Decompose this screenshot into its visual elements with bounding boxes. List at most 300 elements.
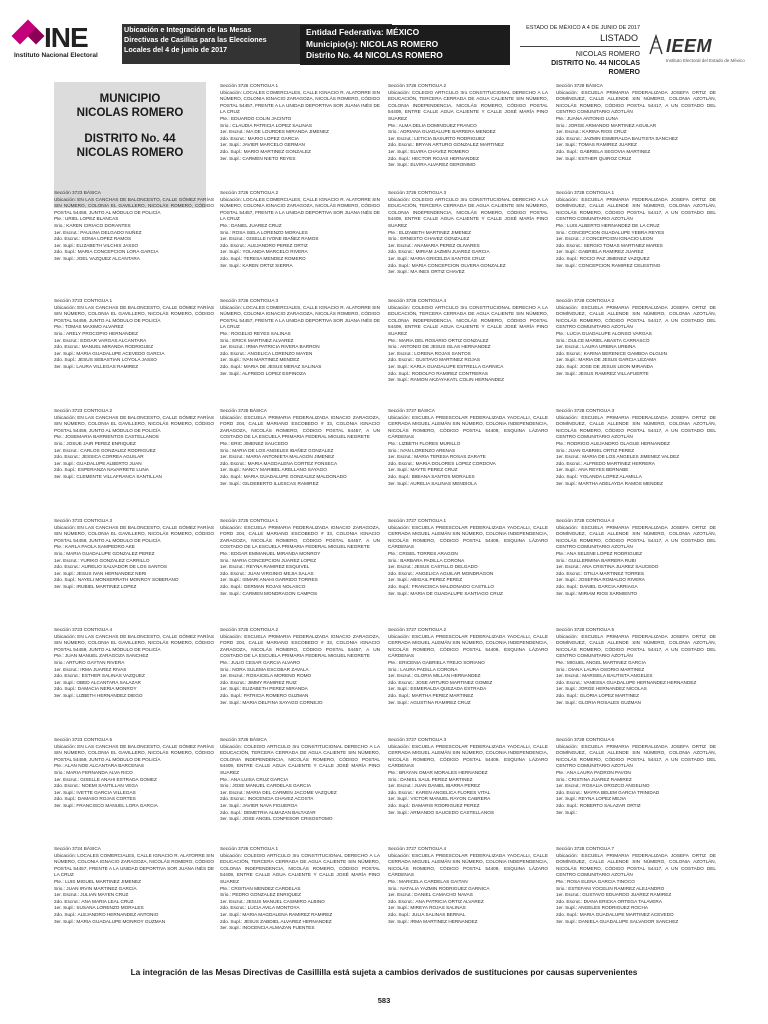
official-row: 3er. Supl.: INOCENCIA ALMAZAN FUENTES <box>220 925 315 931</box>
official-row: Pte.: JOSEMARIA BARRIENTOS CASTELLANOS <box>54 434 159 440</box>
official-row: 3er. Supl.: KAREN ORTIZ SIERRA <box>220 262 293 268</box>
section-label: Sección 3726 BÁSICA <box>220 737 267 742</box>
official-row: Srio.: CLAUDIA PATRICIA LOPEZ SALINAS <box>220 122 313 128</box>
official-row: Srio.: JUAN IRVIN MARTINEZ GARCIA <box>54 885 137 891</box>
location-text: Ubicación: COLEGIO ARTICULO 3ro CONSTITUCIONAL DERECHO A LA EDUCACIÓN, TERCERA CERRADA DE AGUA CALIENTE SIN NÚMERO, COLONIA INDEPENDENCIA, NICOLÁS ROMERO, CÓDIGO POSTAL 54409, ENTRE CALLE AGUA CALIENTE Y CALLE JOSÉ MARÍA PINO SUAREZ <box>388 304 548 336</box>
official-row: 1er. Supl.: MARIA MAGDALENA RAMIREZ RAMIREZ <box>220 911 333 917</box>
polling-station-entry <box>388 627 548 706</box>
official-row: 1er. Supl.: ANGELES RODRIGUEZ ROCHA <box>556 905 648 911</box>
section-label: Sección 3726 CONTIGUA 4 <box>388 298 447 303</box>
location-text: Ubicación: COLEGIO ARTICULO 3ro CONSTITUCIONAL DERECHO A LA EDUCACIÓN, TERCERA CERRADA DE AGUA CALIENTE SIN NÚMERO, COLONIA INDEPENDENCIA, NICOLÁS ROMERO, CÓDIGO POSTAL 54409, ENTRE CALLE AGUA CALIENTE Y CALLE JOSÉ MARÍA PINO SUAREZ <box>388 196 548 228</box>
official-row: 1er. Supl.: MARIA GRICELDA SANTOS CRUZ <box>388 255 485 261</box>
official-row: 3er. Supl.: ALFREDO LOPEZ ESPINOZA <box>220 370 306 376</box>
official-row: 1er. Escrut.: GISELLE IVONE IBAÑEZ RAMOS <box>220 236 319 242</box>
official-row: Srio.: ADRIANA GUADALUPE BARRERA MENDEZ <box>388 129 496 135</box>
section-label: Sección 3727 CONTIGUA 2 <box>388 627 447 632</box>
section-label: Sección 3724 BÁSICA <box>54 846 101 851</box>
official-row: Pte.: LIZBETH FLORES MURILLO <box>388 440 461 446</box>
municipio-right: NICOLAS ROMERO <box>575 51 640 58</box>
official-row: 2do. Supl.: JOSE DE JESUS LEON MIRANDA <box>556 363 654 369</box>
section-label: Sección 3723 BÁSICA <box>54 190 101 195</box>
official-row: 2do. Supl.: RODOLFO RAMIREZ CONTRERAS <box>388 370 489 376</box>
official-row: Srio.: NORA SULEMA ESCOBAR ZAVALA <box>220 666 309 672</box>
district-name: NICOLAS ROMERO <box>76 147 184 159</box>
section-label: Sección 3723 CONTIGUA 5 <box>54 737 113 742</box>
official-row: 1er. Supl.: ELVIRA CHAVEZ ROMERO <box>388 148 469 154</box>
location-text: Ubicación: LOCALES COMERCIALES, CALLE IGNACIO R. ALATORRE SIN NÚMERO, COLONIA IGNACIO ZARAGOZA, NICOLÁS ROMERO, CÓDIGO POSTAL 54457, FRENTE A LA UNIDAD DEPORTIVA SOR JUANA INÉS DE LA CRUZ <box>220 196 380 222</box>
page-header <box>0 0 768 78</box>
polling-station-entry <box>220 190 380 269</box>
official-row: Pte.: JUAN MANUEL ZARAGOZA SANCHEZ <box>54 653 149 659</box>
polling-station-entry <box>556 83 716 162</box>
location-text: Ubicación: ESCUELA PRIMARIA FEDERALIZADA JOSEFA ORTIZ DE DOMÍNGUEZ, CALLE ALLENDE SIN NÚMERO, COLONIA AZOTLÁN, NICOLÁS ROMERO, CÓDIGO POSTAL 54417, A UN COSTADO DEL CENTRO COMUNITARIO AZOTLÁN <box>556 524 716 550</box>
official-row: Srio.: CRISTINA JUAREZ RAMIREZ <box>556 776 632 782</box>
polling-station-entry <box>388 737 548 816</box>
location-text: Ubicación: LOCALES COMERCIALES, CALLE IGNACIO R. ALATORRE SIN NÚMERO, COLONIA IGNACIO ZARAGOZA, NICOLÁS ROMERO, CÓDIGO POSTAL 54457, FRENTE A LA UNIDAD DEPORTIVA SOR JUANA INÉS DE LA CRUZ <box>54 852 214 878</box>
official-row: 1er. Supl.: MARIA GUADALUPE ACEVEDO GARCIA <box>54 350 165 356</box>
official-row: 1er. Supl.: ELIZABETH PEREZ MIRANDA <box>220 686 308 692</box>
official-row: Srio.: ERICK MARTINEZ ALVAREZ <box>220 337 294 343</box>
official-row: 3er. Supl.: LAURA VILLEGAS RAMIREZ <box>54 363 139 369</box>
official-row: 1er. Supl.: ABIGAIL PEREZ PEREZ <box>388 577 463 583</box>
distrito-line: Distrito No. 44 NICOLAS ROMERO <box>306 50 443 60</box>
polling-station-entry <box>388 190 548 276</box>
official-row: 1er. Escrut.: MARIA DE LOS ANGELES JIMENEZ VALDEZ <box>556 454 680 460</box>
official-row: Srio.: ARELY PROCOPIO HERNANDEZ <box>54 330 138 336</box>
official-row: 2do. Escrut.: JAZMIN ESMERALDA BAUTISTA SANCHEZ <box>556 135 678 141</box>
official-row: 1er. Escrut.: JESUS MANUEL CASIMIRO ALBINO <box>220 898 325 904</box>
official-row: 2do. Escrut.: KAREN ANGELICA FLORES VITAL <box>388 789 491 795</box>
official-row: 1er. Escrut.: YURIKO GONZALEZ CARRILLO <box>54 557 150 563</box>
polling-station-entry <box>388 408 548 487</box>
official-row: 1er. Supl.: ESMERALDA QUEZADA ESTRADA <box>388 686 487 692</box>
municipio-name: NICOLAS ROMERO <box>76 107 184 119</box>
official-row: 1er. Escrut.: LETICIA BASURTO RODRIGUEZ <box>388 135 485 141</box>
official-row: 3er. Supl.: ESTHER QUIROZ CRUZ <box>556 155 632 161</box>
location-text: Ubicación: EN LAS CANCHAS DE BALONCESTO, CALLE GÓMEZ FARÍAS SIN NÚMERO, COLONIA EL GAVILLERO, NICOLÁS ROMERO, CÓDIGO POSTAL 54459, JUNTO AL MÓDULO DE POLICÍA <box>54 743 214 762</box>
location-text: Ubicación: ESCUELA PREESCOLAR FEDERALIZADA YAOCALLI, CALLE CERRADA MIGUEL ALEMÁN SIN NÚMERO, COLONIA INDEPENDENCIA, NICOLÁS ROMERO, CÓDIGO POSTAL 54409, ESQUINA LÁZARO CÁRDENAS <box>388 414 548 440</box>
ine-logo <box>14 20 104 80</box>
location-text: Ubicación: ESCUELA PRIMARIA FEDERALIZADA JOSEFA ORTIZ DE DOMÍNGUEZ, CALLE ALLENDE SIN NÚMERO, COLONIA AZOTLÁN, NICOLÁS ROMERO, CÓDIGO POSTAL 54417, A UN COSTADO DEL CENTRO COMUNITARIO AZOTLÁN <box>556 852 716 878</box>
official-row: Srio.: IVAN LORENZO ARENAS <box>388 447 456 453</box>
official-row: Pte.: ALMA DELIA DOMINGUEZ FRANCO <box>388 122 477 128</box>
section-label: Sección 3728 CONTIGUA 7 <box>556 846 615 851</box>
polling-station-entry <box>388 846 548 925</box>
official-row: Pte.: CRISEL TORRES ARAGON <box>388 550 458 556</box>
official-row: 1er. Escrut.: IRMA JUAREZ RIVAS <box>54 666 127 672</box>
official-row: 2do. Supl.: GABRIELA SEGOVIA MARTINEZ <box>556 148 651 154</box>
section-label: Sección 3725 CONTIGUA 2 <box>220 627 279 632</box>
official-row: Pte.: EDGAR EMMANUEL MIRANDA MONROY <box>220 550 321 556</box>
official-row: 2do. Supl.: BIBIANA SANTOS MORALES <box>388 473 475 479</box>
municipio-title: MUNICIPIO <box>99 93 161 105</box>
location-text: Ubicación: ESCUELA PRIMARIA FEDERALIZADA JOSEFA ORTIZ DE DOMÍNGUEZ, CALLE ALLENDE SIN NÚMERO, COLONIA AZOTLÁN, NICOLÁS ROMERO, CÓDIGO POSTAL 54417, A UN COSTADO DEL CENTRO COMUNITARIO AZOTLÁN <box>556 743 716 769</box>
official-row: Pte.: ERICENIA GABRIELA TREJO SORIANO <box>388 659 485 665</box>
section-label: Sección 3728 CONTIGUA 3 <box>556 408 615 413</box>
official-row: Srio.: DIANA LAURA OSORIO MARTINEZ <box>556 666 645 672</box>
official-row: 2do. Escrut.: ALEJANDRO PEREZ ORTIZ <box>220 242 308 248</box>
official-row: Srio.: KAREN CIRIACO DORANTES <box>54 222 131 228</box>
polling-station-entry <box>556 408 716 487</box>
official-row: 1er. Escrut.: LORENA ROJAS SANTOS <box>388 350 471 356</box>
official-row: 2do. Supl.: DAMASO ROJAS CORTES <box>54 796 136 802</box>
footer-note: La integración de las Mesas Directivas de Casillilla está sujeta a cambios derivados de sustituciones por causas supervenientes <box>130 967 638 977</box>
official-row: 2do. Supl.: ROCIO PAZ JIMENEZ VAZQUEZ <box>556 255 650 261</box>
section-label: Sección 3728 CONTIGUA 2 <box>556 298 615 303</box>
official-row: 3er. Supl.: <box>556 809 578 815</box>
official-row: Srio.: LAURA PADILLA CORONA <box>388 666 458 672</box>
official-row: 2do. Supl.: FRANCISCA MALDONADO CASTILLO <box>388 583 495 589</box>
official-row: Pte.: BRAYAN OMAR MORALES HERNANDEZ <box>388 769 488 775</box>
official-row: 2do. Supl.: MARIA CONCEPCION LORA GARCIA <box>54 249 159 255</box>
official-row: 2do. Escrut.: MARIA MAGDALENA CORTEZ FONSECA <box>220 460 338 466</box>
section-label: Sección 3723 CONTIGUA 1 <box>54 298 113 303</box>
official-row: 2do. Supl.: NAYELI MONSERRATH MONROY SOBERANO <box>54 577 179 583</box>
location-text: Ubicación: ESCUELA PRIMARIA FEDERALIZADA JOSEFA ORTIZ DE DOMÍNGUEZ, CALLE ALLENDE SIN NÚMERO, COLONIA AZOTLÁN, NICOLÁS ROMERO, CÓDIGO POSTAL 54417, A UN COSTADO DEL CENTRO COMUNITARIO AZOTLÁN <box>556 196 716 222</box>
official-row: 2do. Escrut.: GUSTAVO MARTINEZ ROJAS <box>388 357 480 363</box>
location-text: Ubicación: LOCALES COMERCIALES, CALLE IGNACIO R. ALATORRE SIN NÚMERO, COLONIA IGNACIO ZARAGOZA, NICOLÁS ROMERO, CÓDIGO POSTAL 54457, FRENTE A LA UNIDAD DEPORTIVA SOR JUANA INÉS DE LA CRUZ <box>220 89 380 115</box>
official-row: 2do. Escrut.: MIRIAM JAZMIN JUAREZ GARCIA <box>388 249 490 255</box>
official-row: Srio.: JORGE ARMANDO MARTINEZ AGUILAR <box>556 122 657 128</box>
section-label: Sección 3728 CONTIGUA 4 <box>556 518 615 523</box>
section-label: Sección 3726 CONTIGUA 2 <box>220 190 279 195</box>
official-row: 1er. Supl.: MIREYA ROJAS SALINAS <box>388 905 466 911</box>
official-row: Pte.: ROSA ELENA GARCIA TINOCO <box>556 878 635 884</box>
official-row: Pte.: KARLA PAOLA SAMPEDRO AKE <box>54 544 135 550</box>
official-row: 2do. Escrut.: MARIA DOLORES LOPEZ CORDOVA <box>388 460 496 466</box>
official-row: 3er. Supl.: MIRIAM RIOS SARMIENTO <box>556 590 638 596</box>
official-row: 1er. Escrut.: EDGAR VARGAS ALCANTARA <box>54 337 147 343</box>
official-row: Pte.: LUIS MIGUEL MARTINEZ JIMENEZ <box>54 878 141 884</box>
official-row: Pte.: DANIEL JUAREZ CRUZ <box>220 222 282 228</box>
official-row: Srio.: ESTEFANI YOCELIN RAMIREZ ALEJANDRO <box>556 885 665 891</box>
location-text: Ubicación: EN LAS CANCHAS DE BALONCESTO, CALLE GÓMEZ FARÍAS SIN NÚMERO, COLONIA EL GAVILLERO, NICOLÁS ROMERO, CÓDIGO POSTAL 54459, JUNTO AL MÓDULO DE POLICÍA <box>54 414 214 433</box>
official-row: 2do. Escrut.: DIANA ERICKA ORTEGA TALAVERA <box>556 898 662 904</box>
polling-station-entry <box>54 518 214 591</box>
official-row: 1er. Escrut.: GISELLE ANAHI ESTRADA GOMEZ <box>54 776 157 782</box>
section-label: Sección 3728 CONTIGUA 1 <box>556 190 615 195</box>
official-row: 1er. Supl.: VICTOR MANUEL RAYON CABRERA <box>388 796 491 802</box>
page-number: 583 <box>377 996 391 1005</box>
official-row: Srio.: ANTONIO DE JESUS ISLAS HERNANDEZ <box>388 344 491 350</box>
official-row: 1er. Escrut.: JULIAN MAYEN CRUZ <box>54 892 129 898</box>
official-row: 2do. Escrut.: ANGELICA LORENZO MAYEN <box>220 350 313 356</box>
official-row: 2do. Supl.: JULIA SALINAS BERNAL <box>388 911 466 917</box>
official-row: 1er. Escrut.: GUSTAVO EDUARDO JUAREZ RAMIREZ <box>556 892 672 898</box>
official-row: 2do. Escrut.: AURELIO SALVADOR DE LOS SANTOS <box>54 564 168 570</box>
polling-station-entry <box>556 298 716 377</box>
official-row: 2do. Escrut.: NOEMI SANTILLAN VEGA <box>54 783 139 789</box>
official-row: 2do. Supl.: MARTHA PEREZ MARTINEZ <box>388 692 474 698</box>
official-row: Srio.: PEDRO GONZALEZ ENRIQUEZ <box>220 892 302 898</box>
official-row: Srio.: ROSA ISELA LORENZO MORALES <box>220 229 308 235</box>
official-row: Pte.: LUIS ALBERTO HERNANDEZ DE LA CRUZ <box>556 222 660 228</box>
official-row: 2do. Supl.: ROBERTO SALAZAR ORTIZ <box>556 802 641 808</box>
official-row: 3er. Supl.: IRUBIEL MARTINEZ LOPEZ <box>54 583 137 589</box>
official-row: 1er. Supl.: GUADALUPE ALBERTO JUAN <box>54 460 142 466</box>
official-row: Pte.: ERIC JIMENEZ SAUCEDO <box>220 440 288 446</box>
official-row: Pte.: ANA LUISA CRUZ GARCIA <box>220 776 289 782</box>
official-row: 2do. Escrut.: ALFREDO MARTINEZ HERRERA <box>556 460 655 466</box>
official-row: 2do. Supl.: MARIA CONCEPCION OLVERA GONZALEZ <box>388 262 506 268</box>
official-row: 2do. Supl.: MARIA DE JESUS MERAZ SALINAS <box>220 363 322 369</box>
official-row: Pte.: EDUARDO COLIN JACINTO <box>220 115 292 121</box>
polling-station-entry <box>556 737 716 816</box>
official-row: Pte.: ROGELIO REYES SALINAS <box>220 330 291 336</box>
official-row: 1er. Escrut.: MARIA TERESA ROSAS ZARATE <box>388 454 486 460</box>
official-row: 1er. Escrut.: DANIEL CAMACHO NAVAS <box>388 892 473 898</box>
official-row: 1er. Escrut.: GLORIA MILLAN HERNANDEZ <box>388 673 481 679</box>
official-row: 3er. Supl.: MARTHA ADELAYDA RAMOS MENDEZ <box>556 480 663 486</box>
distrito-right: DISTRITO No. 44 NICOLAS ROMERO <box>551 60 640 76</box>
location-text: Ubicación: ESCUELA PRIMARIA FEDERALIZADA IGNACIO ZARAGOZA, FORD 204, CALLE MARIANO ESCOBEDO # 33, COLONIA IGNACIO ZARAGOZA, NICOLÁS ROMERO, CÓDIGO POSTAL 54457, A UN COSTADO DE LA ESCUELA PRIMARIA FEDERAL MIGUEL NEGRETE <box>220 414 380 440</box>
official-row: 2do. Supl.: GERMAN ROJAS NOLASCO <box>220 583 306 589</box>
official-row: 1er. Escrut.: ANA CRISTINA JUAREZ SAUCEDO <box>556 564 659 570</box>
official-row: Srio.: MARIA FERNANDA ALVA RICO <box>54 769 133 775</box>
listado-label: LISTADO <box>600 33 638 43</box>
official-row: 1er. Supl.: ELIZABETH VILCHIS JASSO <box>54 242 139 248</box>
polling-station-entry <box>556 190 716 269</box>
official-row: 1er. Supl.: IVETTE GARCIA VILLEGAS <box>54 789 136 795</box>
official-row: 1er. Escrut.: IRMA PATRICIA RIVERA BARRON <box>220 344 320 350</box>
section-label: Sección 3723 CONTIGUA 2 <box>54 408 113 413</box>
official-row: 1er. Supl.: REYNA LOPEZ MEJIA <box>556 796 627 802</box>
polling-station-entry <box>220 83 380 162</box>
official-row: Srio.: BARBARA PADILLA CORONA <box>388 557 465 563</box>
official-row: 3er. Supl.: CONCEPCION RAMIREZ CELESTINO <box>556 262 661 268</box>
official-row: Pte.: CRISTIAN MENDEZ CARDELAS <box>220 885 301 891</box>
official-row: 1er. Supl.: JORGE HERNANDEZ NICOLAS <box>556 686 647 692</box>
official-row: 3er. Supl.: JOEL VAZQUEZ ALCANTARA <box>54 255 140 261</box>
polling-station-entry <box>220 846 380 932</box>
official-row: Pte.: MARICELA CARDELAS GAITAN <box>388 878 468 884</box>
section-label: Sección 3728 CONTIGUA 6 <box>556 737 615 742</box>
official-row: Srio.: DULCE MARIEL ABASTA CARRASCO <box>556 337 650 343</box>
official-row: 3er. Supl.: GLORIA ROSALES GUZMAN <box>556 699 641 705</box>
official-row: 1er. Supl.: JAVIER MARCELO GERMAN <box>220 142 305 148</box>
polling-station-entry <box>388 518 548 597</box>
polling-station-entry <box>220 408 380 487</box>
official-row: 1er. Supl.: ISMARI ANAHI GARRIDO TORRES <box>220 577 318 583</box>
location-text: Ubicación: ESCUELA PRIMARIA FEDERALIZADA IGNACIO ZARAGOZA, FORD 204, CALLE MARIANO ESCOBEDO # 33, COLONIA IGNACIO ZARAGOZA, NICOLÁS ROMERO, CÓDIGO POSTAL 54457, A UN COSTADO DE LA ESCUELA PRIMARIA FEDERAL MIGUEL NEGRETE <box>220 524 380 550</box>
location-text: Ubicación: ESCUELA PRIMARIA FEDERALIZADA JOSEFA ORTIZ DE DOMÍNGUEZ, CALLE ALLENDE SIN NÚMERO, COLONIA AZOTLÁN, NICOLÁS ROMERO, CÓDIGO POSTAL 54417, A UN COSTADO DEL CENTRO COMUNITARIO AZOTLÁN <box>556 633 716 659</box>
official-row: 2do. Escrut.: MANUEL MIRANDA RODRIGUEZ <box>54 344 154 350</box>
official-row: 2do. Supl.: MARIO MARTINEZ GONZALEZ <box>220 148 311 154</box>
official-row: Pte.: URIEL LOPEZ BLANCAS <box>54 216 119 222</box>
polling-station-entry <box>388 83 548 169</box>
section-label: Sección 3726 CONTIGUA 1 <box>220 83 279 88</box>
official-row: 2do. Escrut.: ANA PATRICIA ORTIZ ALVAREZ <box>388 898 484 904</box>
official-row: 3er. Supl.: CARMEN NIETO REYES <box>220 155 296 161</box>
official-row: 1er. Supl.: TOMAS RAMIREZ JUAREZ <box>556 142 637 148</box>
entity-line: Entidad Federativa: MÉXICO <box>306 27 420 37</box>
location-text: Ubicación: ESCUELA PRIMARIA FEDERALIZADA IGNACIO ZARAGOZA, FORD 204, CALLE MARIANO ESCOBEDO # 33, COLONIA IGNACIO ZARAGOZA, NICOLÁS ROMERO, CÓDIGO POSTAL 54457, A UN COSTADO DE LA ESCUELA PRIMARIA FEDERAL MIGUEL NEGRETE <box>220 633 380 659</box>
official-row: 2do. Supl.: YOLANDA LOPEZ ALAMILLA <box>556 473 642 479</box>
official-row: 2do. Escrut.: JOSE ARTURO MARTINEZ GOMEZ <box>388 679 493 685</box>
official-row: Pte.: ANA LAURA PADRON PAVON <box>556 769 631 775</box>
official-row: 1er. Supl.: IVAN MARTINEZ MENDEZ <box>220 357 300 363</box>
polling-station-entry <box>220 298 380 377</box>
official-row: 1er. Supl.: ANA REYES BERNABE <box>556 467 629 473</box>
official-row: 1er. Supl.: JESUS IVAN HERNANDEZ NERI <box>54 570 147 576</box>
official-row: 2do. Supl.: MARIA GUADALUPE MARTINEZ ACEVEDO <box>556 911 674 917</box>
official-row: 2do. Escrut.: MARIO LOPEZ GARCIA <box>220 135 299 141</box>
official-row: 2do. Escrut.: SERGIO TOMAS MARTINEZ MARES <box>556 242 663 248</box>
location-text: Ubicación: COLEGIO ARTICULO 3ro CONSTITUCIONAL DERECHO A LA EDUCACIÓN, TERCERA CERRADA DE AGUA CALIENTE SIN NÚMERO, COLONIA INDEPENDENCIA, NICOLÁS ROMERO, CÓDIGO POSTAL 54409, ENTRE CALLE AGUA CALIENTE Y CALLE JOSÉ MARÍA PINO SUAREZ <box>388 89 548 121</box>
location-text: Ubicación: ESCUELA PRIMARIA FEDERALIZADA JOSEFA ORTIZ DE DOMÍNGUEZ, CALLE ALLENDE SIN NÚMERO, COLONIA AZOTLÁN, NICOLÁS ROMERO, CÓDIGO POSTAL 54417, A UN COSTADO DEL CENTRO COMUNITARIO AZOTLÁN <box>556 414 716 440</box>
ieem-logo-mark-icon <box>648 34 664 56</box>
polling-station-entry <box>556 627 716 706</box>
official-row: 2do. Escrut.: JESSICA CORREA AGUILAR <box>54 454 144 460</box>
official-row: 1er. Escrut.: LAURA URBINA URBINA <box>556 344 636 350</box>
polling-station-entry <box>556 846 716 925</box>
polling-station-entry <box>54 190 214 263</box>
official-row: 2do. Supl.: PATRICIA ROMERO GUZMAN <box>220 692 309 698</box>
official-row: 2do. Escrut.: VANESSA GUADALUPE HERNANDEZ HERNANDEZ <box>556 679 697 685</box>
official-row: Pte.: TOMAS MAXIMO ALVAREZ <box>54 324 124 330</box>
section-label: Sección 3727 CONTIGUA 3 <box>388 737 447 742</box>
official-row: Srio.: MARIA DE LOS ANGELES IBAÑEZ GONZALEZ <box>220 447 334 453</box>
official-row: Pte.: JUANA ANTONIO LUNA <box>556 115 619 121</box>
official-row: 1er. Escrut.: MARIA ANTONIETA MALAGON JIMENEZ <box>220 454 335 460</box>
official-row: 3er. Supl.: DANIELA GUADALUPE SALVADOR SANCHEZ <box>556 918 679 924</box>
official-row: 2do. Supl.: ESPERANZA NAVARRETE LUNA <box>54 467 149 473</box>
official-row: 1er. Escrut.: MA DE LOURDES MIRANDA JIMENEZ <box>220 129 329 135</box>
official-row: 3er. Supl.: IRMA MARTINEZ HERNANDEZ <box>388 918 478 924</box>
official-row: Pte.: JULIO CESAR GARCIA ALVARO <box>220 659 301 665</box>
date-line: ESTADO DE MÉXICO A 4 DE JUNIO DE 2017 <box>526 25 640 31</box>
ieem-wordmark: IEEM <box>666 36 713 56</box>
header-title-line-2: Directivas de Casillas para las Elecciones <box>124 35 267 44</box>
official-row: 1er. Escrut.: J CONCEPCION IGNACIO LEON <box>556 236 653 242</box>
official-row: 2do. Supl.: JESUS SEBASTIAN LOYOLA JASSO <box>54 357 157 363</box>
official-row: 1er. Escrut.: ROSALIA OROZCO ANGELINO <box>556 783 650 789</box>
section-label: Sección 3727 CONTIGUA 1 <box>388 518 447 523</box>
official-row: 2do. Supl.: DAMARIS RODRIGUEZ PEREZ <box>388 802 480 808</box>
official-row: Srio.: GUILLERMINA BARRERA RUBI <box>556 557 636 563</box>
polling-station-entry <box>388 298 548 384</box>
polling-station-entry <box>556 518 716 597</box>
official-row: 1er. Escrut.: ROSAICELA MORENO ROMO <box>220 673 312 679</box>
official-row: 3er. Supl.: MARIA DELFINA SAYAGO CORNEJO <box>220 699 323 705</box>
ine-wordmark: INE <box>44 22 88 53</box>
official-row: 1er. Supl.: JAVIER NAVA FIGUEROA <box>220 802 298 808</box>
official-row: 3er. Supl.: CARMEN MONDRAGON CAMPOS <box>220 590 318 596</box>
header-title-block <box>124 25 296 55</box>
ine-subtitle: Instituto Nacional Electoral <box>14 52 98 59</box>
official-row: 1er. Escrut.: CARLOS GONZALEZ RODRIGUEZ <box>54 447 156 453</box>
location-text: Ubicación: ESCUELA PRIMARIA FEDERALIZADA JOSEFA ORTIZ DE DOMÍNGUEZ, CALLE ALLENDE SIN NÚMERO, COLONIA AZOTLÁN, NICOLÁS ROMERO, CÓDIGO POSTAL 54417, A UN COSTADO DEL CENTRO COMUNITARIO AZOTLÁN <box>556 89 716 115</box>
location-text: Ubicación: ESCUELA PREESCOLAR FEDERALIZADA YAOCALLI, CALLE CERRADA MIGUEL ALEMÁN SIN NÚMERO, COLONIA INDEPENDENCIA, NICOLÁS ROMERO, CÓDIGO POSTAL 54409, ESQUINA LÁZARO CÁRDENAS <box>388 852 548 878</box>
ieem-subtitle: Instituto Electoral del Estado de México <box>666 58 745 63</box>
official-row: Pte.: MIGUEL ANGEL MARTINEZ GARCIA <box>556 659 646 665</box>
official-row: 3er. Supl.: ELVIRA ALVAREZ GERONIMO <box>388 162 476 168</box>
official-row: 1er. Escrut.: JESUS CASTILLO DELGADO <box>388 564 478 570</box>
ine-logo-mark-icon <box>14 22 42 50</box>
location-text: Ubicación: EN LAS CANCHAS DE BALONCESTO, CALLE GÓMEZ FARÍAS SIN NÚMERO, COLONIA EL GAVILLERO, NICOLÁS ROMERO, CÓDIGO POSTAL 54459, JUNTO AL MÓDULO DE POLICÍA <box>54 304 214 323</box>
official-row: 2do. Escrut.: LUCIA AVILA MONTOYA <box>220 905 300 911</box>
official-row: 2do. Escrut.: MAYRA BELEM GARCIA TRINIDAD <box>556 789 660 795</box>
official-row: 2do. Escrut.: JIMMY RAMIREZ RUIZ <box>220 679 297 685</box>
header-entity-block <box>300 25 510 65</box>
official-row: 3er. Supl.: MARIA GUADALUPE MONROY GUZMAN <box>54 918 166 924</box>
official-row: 3er. Supl.: JOSE ANGEL CONFESOR CRISOSTOMO <box>220 816 333 822</box>
official-row: 3er. Supl.: GILDEBERTO ILLESCAS RAMIREZ <box>220 480 319 486</box>
official-row: 2do. Escrut.: INOCENCIA CHAVEZ ACOSTA <box>220 796 314 802</box>
official-row: 3er. Supl.: MA INES ORTIZ CHAVEZ <box>388 269 465 275</box>
official-row: 2do. Supl.: GLORIA LOPEZ MARTINEZ <box>556 692 640 698</box>
section-label: Sección 3725 BÁSICA <box>220 408 267 413</box>
official-row: 2do. Supl.: HECTOR ROJAS HERNANDEZ <box>388 155 479 161</box>
official-row: 3er. Supl.: ARMANDO SAUCEDO CASTELLANOS <box>388 809 495 815</box>
location-text: Ubicación: EN LAS CANCHAS DE BALONCESTO, CALLE GÓMEZ FARÍAS SIN NÚMERO, COLONIA EL GAVILLERO, NICOLÁS ROMERO, CÓDIGO POSTAL 54459, JUNTO AL MÓDULO DE POLICÍA <box>54 524 214 543</box>
section-label: Sección 3728 BÁSICA <box>556 83 603 88</box>
district-title: DISTRITO No. 44 <box>84 133 176 145</box>
official-row: 2do. Supl.: JESUS ZABDIEL ALVAREZ HERNANDEZ <box>220 918 332 924</box>
official-row: 1er. Supl.: NANCY MARIBEL ARELLANO SAYAGO <box>220 467 327 473</box>
section-label: Sección 3726 CONTIGUA 1 <box>220 846 279 851</box>
polling-station-entry <box>54 737 214 810</box>
polling-station-entry <box>54 846 214 925</box>
official-row: 1er. Escrut.: JUAN DANIEL IBARRA PEREZ <box>388 783 481 789</box>
official-row: Srio.: JUAN GABRIEL ORTIZ PEREZ <box>556 447 635 453</box>
header-right-block <box>520 24 640 77</box>
official-row: 1er. Supl.: YOLANDA MARCELO RIVERA <box>220 249 308 255</box>
section-label: Sección 3726 CONTIGUA 3 <box>388 190 447 195</box>
official-row: Pte.: MARIA DEL ROSARIO ORTIZ GONZALEZ <box>388 337 489 343</box>
official-row: 2do. Escrut.: JUAN VIRGINIO MEJIA SALAS <box>220 570 314 576</box>
official-row: 2do. Supl.: MARIA GUADALUPE GONZALEZ MALDONADO <box>220 473 347 479</box>
official-row: 1er. Supl.: MAYTE PEREZ CRUZ <box>388 467 458 473</box>
official-row: Srio.: CONCEPCION GUADALUPE YEBRA REYES <box>556 229 665 235</box>
official-row: 1er. Escrut.: MARIA DEL CARMEN JACOME VAZQUEZ <box>220 789 337 795</box>
location-text: Ubicación: COLEGIO ARTICULO 3ro CONSTITUCIONAL DERECHO A LA EDUCACIÓN, TERCERA CERRADA DE AGUA CALIENTE SIN NÚMERO, COLONIA INDEPENDENCIA, NICOLÁS ROMERO, CÓDIGO POSTAL 54409, ENTRE CALLE AGUA CALIENTE Y CALLE JOSÉ MARÍA PINO SUAREZ <box>220 852 380 884</box>
official-row: Pte.: ALAN NOE ALCANTARA BARCENAS <box>54 763 145 769</box>
official-row: Pte.: ELIZABETH MARTINEZ JIMENEZ <box>388 229 471 235</box>
official-row: 3er. Supl.: FRANCISCO MANUEL LORA GARCIA <box>54 802 158 808</box>
section-label: Sección 3727 CONTIGUA 4 <box>388 846 447 851</box>
official-row: 2do. Escrut.: OTILIA MARTINEZ TORRES <box>556 570 645 576</box>
official-row: 1er. Escrut.: ANAMARIA PEREZ OLIVARES <box>388 242 480 248</box>
ieem-logo <box>648 34 758 68</box>
official-row: 2do. Supl.: ALEJANDRO HERNANDEZ ANTONIO <box>54 911 159 917</box>
official-row: Srio.: MARIA CONCEPCION JUAREZ LOPEZ <box>220 557 317 563</box>
official-row: 2do. Supl.: DEMETRIA ALMAZAN BALTAZAR <box>220 809 316 815</box>
header-title-line-3: Locales del 4 de junio de 2017 <box>124 45 228 54</box>
municipio-line: Municipio(s): NICOLAS ROMERO <box>306 38 439 49</box>
official-row: 1er. Supl.: GABRIELA RAMIREZ JUAREZ <box>556 249 644 255</box>
official-row: 2do. Escrut.: BRYAN ARTURO GONZALEZ MARTINEZ <box>388 142 504 148</box>
section-label: Sección 3723 CONTIGUA 3 <box>54 518 113 523</box>
polling-station-entry <box>54 627 214 700</box>
official-row: Srio.: MARIA GUADALUPE GONZALEZ PEREZ <box>54 550 155 556</box>
location-text: Ubicación: COLEGIO ARTICULO 3ro CONSTITUCIONAL DERECHO A LA EDUCACIÓN, TERCERA CERRADA DE AGUA CALIENTE SIN NÚMERO, COLONIA INDEPENDENCIA, NICOLÁS ROMERO, CÓDIGO POSTAL 54409, ENTRE CALLE AGUA CALIENTE Y CALLE JOSÉ MARÍA PINO SUAREZ <box>220 743 380 775</box>
official-row: 1er. Supl.: KARLA GUADALUPE ESTRELLA GARNICA <box>388 363 504 369</box>
polling-station-entry <box>54 408 214 481</box>
official-row: Srio.: ERNESTO CHAVEZ GONZALEZ <box>388 236 470 242</box>
official-row: 2do. Supl.: DANIEL GARCIA ARRIAGA <box>556 583 638 589</box>
official-row: 1er. Escrut.: PAULINA DELGADO NUÑEZ <box>54 229 142 235</box>
official-row: 2do. Escrut.: KARINA BERENICE GAMBOA OLGUIN <box>556 350 667 356</box>
location-text: Ubicación: EN LAS CANCHAS DE BALONCESTO, CALLE GÓMEZ FARÍAS SIN NÚMERO, COLONIA EL GAVILLERO, NICOLÁS ROMERO, CÓDIGO POSTAL 54459, JUNTO AL MÓDULO DE POLICÍA <box>54 196 214 215</box>
location-text: Ubicación: ESCUELA PREESCOLAR FEDERALIZADA YAOCALLI, CALLE CERRADA MIGUEL ALEMÁN SIN NÚMERO, COLONIA INDEPENDENCIA, NICOLÁS ROMERO, CÓDIGO POSTAL 54409, ESQUINA LÁZARO CÁRDENAS <box>388 524 548 550</box>
official-row: 2do. Supl.: TERESA MENDEZ ROMERO <box>220 255 306 261</box>
official-row: 1er. Supl.: OBED ALCANTARA SALAZAR <box>54 679 141 685</box>
official-row: Pte.: LUCIA GUADALUPE ALONSO VARGAS <box>556 330 652 336</box>
official-row: Srio.: JOSUE JAIR PEREZ ENRIQUEZ <box>54 440 136 446</box>
polling-station-entry <box>220 737 380 823</box>
section-label: Sección 3723 CONTIGUA 4 <box>54 627 113 632</box>
